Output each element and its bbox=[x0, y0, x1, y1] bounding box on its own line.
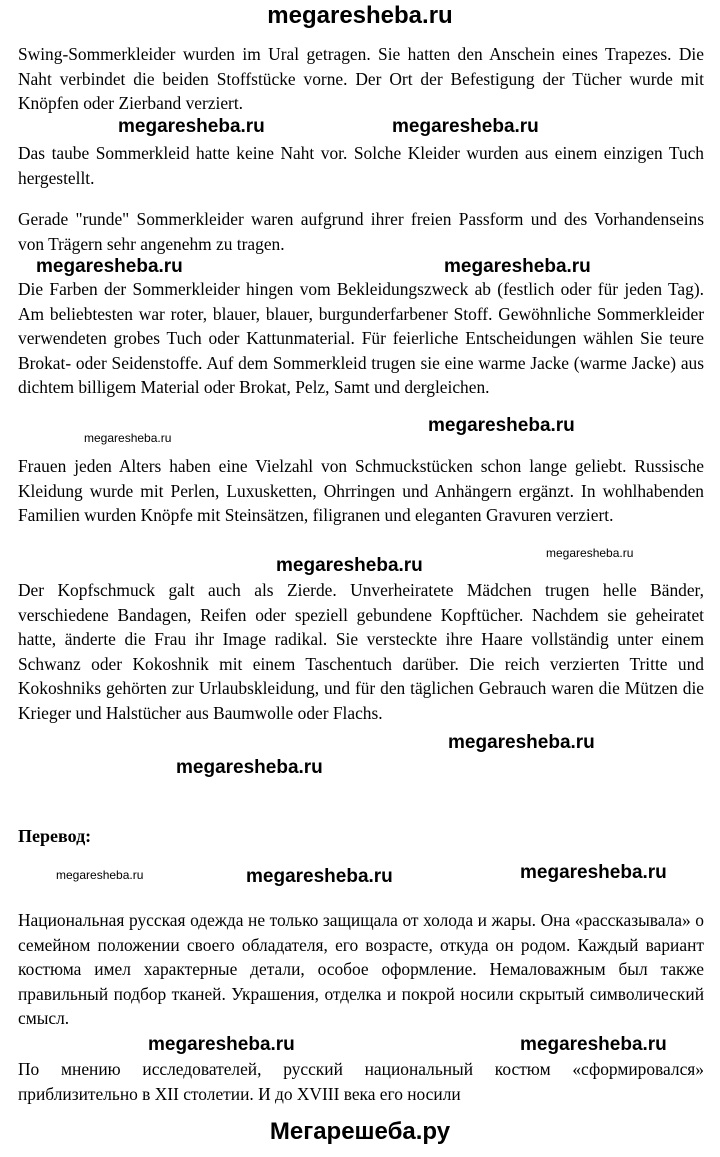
watermark: megaresheba.ru bbox=[84, 431, 172, 445]
watermark: megaresheba.ru bbox=[428, 415, 575, 436]
watermark: megaresheba.ru bbox=[246, 866, 393, 887]
translation-paragraph-2: По мнению исследователей, русский национальный костюм «сформировался» приблизительно в XII столетии. И до XVIII века его носили bbox=[18, 1059, 704, 1104]
watermark: megaresheba.ru bbox=[36, 256, 183, 277]
watermark: megaresheba.ru bbox=[276, 555, 423, 576]
translation-paragraph-1: Национальная русская одежда не только защищала от холода и жары. Она «рассказывала» о семейном положении своего обладателя, его возрасте, откуда он родом. Каждый вариант костюма имел характерные детали, особое оформление. Немаловажным был также правильный подбор тканей. Украшения, отделка и покрой носили скрытый символический смысл. bbox=[18, 910, 704, 1029]
watermark: megaresheba.ru bbox=[392, 116, 539, 137]
watermark: megaresheba.ru bbox=[546, 546, 634, 560]
paragraph-farben: Die Farben der Sommerkleider hingen vom Bekleidungszweck ab (festlich oder für jeden Tag). Am beliebtesten war roter, blauer, blauer, burgunderfarbener Stoff. Gewöhnliche Sommerkleider verwendeten grobes Tuch oder Kattunmaterial. Für feierliche Entscheidungen wählen Sie teure Brokat- oder Seidenstoffe. Auf dem Sommerkleid trugen sie eine warme Jacke (warme Jacke) aus dichtem billigem Material oder Brokat, Pelz, Samt und dergleichen. bbox=[18, 279, 704, 398]
watermark: megaresheba.ru bbox=[118, 116, 265, 137]
paragraph-kopfschmuck: Der Kopfschmuck galt auch als Zierde. Unverheiratete Mädchen trugen helle Bänder, verschiedene Bandagen, Reifen oder speziell gebundene Kopftücher. Nachdem sie geheiratet hatte, änderte die Frau ihr Image radikal. Sie versteckte ihre Haare vollständig unter einem Schwanz oder Kokoshnik mit einem Taschentuch darüber. Die reich verzierten Tritte und Kokoshniks gehörten zur Urlaubskleidung, und für den täglichen Gebrauch waren die Mützen die Krieger und Halstücher aus Baumwolle oder Flachs. bbox=[18, 580, 704, 723]
paragraph-taube-sommerkleid: Das taube Sommerkleid hatte keine Naht vor. Solche Kleider wurden aus einem einzigen Tuch hergestellt. bbox=[18, 143, 704, 188]
site-footer: Мегарешеба.ру bbox=[269, 1118, 451, 1145]
watermark: megaresheba.ru bbox=[448, 732, 595, 753]
paragraph-schmuck: Frauen jeden Alters haben eine Vielzahl von Schmuckstücken schon lange geliebt. Russische Kleidung wurde mit Perlen, Luxusketten, Ohrringen und Anhängern ergänzt. In wohlhabenden Familien wurden Knöpfe mit Steinsätzen, filigranen und eleganten Gravuren verziert. bbox=[18, 456, 704, 526]
paragraph-swing-sommerkleider: Swing-Sommerkleider wurden im Ural getragen. Sie hatten den Anschein eines Trapezes. Die Naht verbindet die beiden Stoffstücke vorne. Der Ort der Befestigung der Tücher wurde mit Knöpfen oder Zierband verziert. bbox=[18, 44, 704, 114]
watermark: megaresheba.ru bbox=[56, 868, 144, 882]
watermark: megaresheba.ru bbox=[444, 256, 591, 277]
watermark: megaresheba.ru bbox=[176, 757, 323, 778]
paragraph-runde-sommerkleider: Gerade "runde" Sommerkleider waren aufgrund ihrer freien Passform und des Vorhandenseins von Trägern sehr angenehm zu tragen. bbox=[18, 209, 704, 254]
watermark: megaresheba.ru bbox=[520, 1034, 667, 1055]
site-header: megaresheba.ru bbox=[267, 2, 453, 29]
translation-heading: Перевод: bbox=[18, 826, 92, 846]
watermark: megaresheba.ru bbox=[148, 1034, 295, 1055]
watermark: megaresheba.ru bbox=[520, 862, 667, 883]
